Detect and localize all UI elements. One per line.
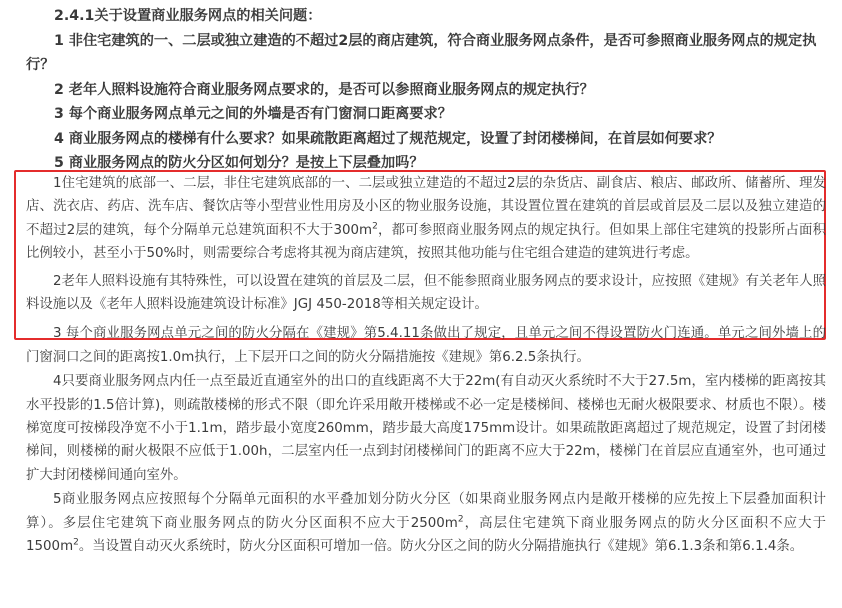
answers-block	[12, 172, 830, 560]
answer-4: 4只要商业服务网点内任一点至最近直通室外的出口的直线距离不大于22m(有自动灭火系统时不大于27.5m，室内楼梯的距离按其水平投影的1.5倍计算)，则疏散楼梯的形式不限（即允许采用敞开楼梯或不必一定是楼梯间、楼梯也无耐火极限要求、材质也不限）。楼梯宽度可按梯段净宽不小于1.1m，踏步最小宽度260mm，踏步最大高度175mm设计。如果疏散距离超过了规范规定，设置了封闭楼梯间，则楼梯的耐火极限不应低于1.00h，二层室内任一点到封闭楼梯间门的距离不应大于22m，楼梯门在首层应直通室外，也可通过扩大封闭楼梯间通向室外。	[26, 374, 826, 483]
answer-5	[12, 488, 830, 558]
question-3: 3 每个商业服务网点单元之间的外墙是否有门窗洞口距离要求？	[54, 106, 452, 122]
answer-1-text-b: ，都可参照商业服务网点的规定执行。但如果上部住宅建筑的投影所占面积比例较小，甚至小于50%时，则需要综合考虑将其视为商店建筑，按照其他功能与住宅组合建造的建筑进行考虑。	[26, 222, 826, 262]
answer-5-text-b: ，高层住宅建筑下商业服务网点的防火分区面积不应大于1500m	[26, 515, 827, 555]
question-1-continued: 行？	[26, 57, 55, 73]
answer-5-text-c: 。当设置自动灭火系统时，防火分区面积可增加一倍。防火分区之间的防火分隔措施执行《建规》第6.1.3条和第6.1.4条。	[78, 539, 804, 555]
answer-5-text-a: 5商业服务网点应按照每个分隔单元面积的水平叠加划分防火分区（如果商业服务网点内是敞开楼梯的应先按上下层叠加面积计算）。多层住宅建筑下商业服务网点的防火分区面积不应大于2500m	[26, 492, 826, 531]
question-5: 5 商业服务网点的防火分区如何划分？是按上下层叠加吗？	[54, 155, 424, 171]
question-2: 2 老年人照料设施符合商业服务网点要求的，是否可以参照商业服务网点的规定执行？	[54, 81, 594, 98]
answer-5-superscript-1: 2	[457, 514, 464, 525]
answer-2: 2老年人照料设施有其特殊性，可以设置在建筑的首层及二层，但不能参照商业服务网点的要求设计，应按照《建规》有关老年人照料设施以及《老年人照料设施建筑设计标准》JGJ 450-2018等相关规定设计。	[26, 273, 826, 313]
questions-block	[12, 4, 828, 176]
answer-3: 3 每个商业服务网点单元之间的防火分隔在《建规》第5.4.11条做出了规定，且单元之间不得设置防火门连通。单元之间外墙上的门窗洞口之间的距离按1.0m执行，上下层开口之间的防火分隔措施按《建规》第6.2.5条执行。	[26, 326, 826, 365]
answer-1	[12, 172, 830, 266]
question-4: 4 商业服务网点的楼梯有什么要求？如果疏散距离超过了规范规定，设置了封闭楼梯间，在首层如何要求？	[54, 130, 722, 147]
section-heading: 2.4.1关于设置商业服务网点的相关问题：	[54, 8, 322, 24]
answer-5-superscript-2: 2	[73, 537, 79, 548]
answer-1-text-a: 1住宅建筑的底部一、二层，非住宅建筑底部的一、二层或独立建造的不超过2层的杂货店、副食店、粮店、邮政所、储蓄所、理发店、洗衣店、药店、洗车店、餐饮店等小型营业性用房及小区的物业服务设施，其设置位置在建筑的首层或首层及二层以及独立建造的不超过2层的建筑，每个分隔单元总建筑面积不大于300m	[26, 176, 826, 238]
question-1: 1 非住宅建筑的一、二层或独立建造的不超过2层的商店建筑，符合商业服务网点条件，是否可参照商业服务网点的规定执	[54, 32, 817, 49]
answer-1-superscript: 2	[372, 221, 378, 232]
